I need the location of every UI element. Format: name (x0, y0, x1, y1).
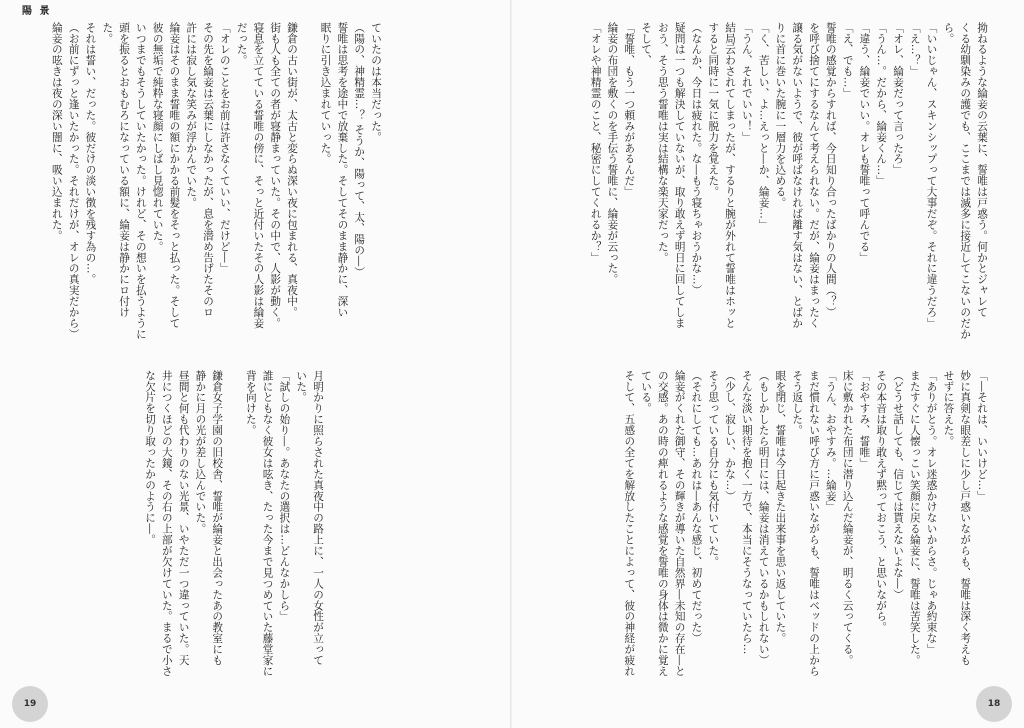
text-line: まだ慣れない呼び方に戸惑いながらも、誓唯はベッドの上から (808, 370, 821, 677)
text-line: 拗ねるような綸妾の云葉に、誓唯は戸惑う。何かとジャレて (976, 22, 988, 318)
text-line: 許には寂し気な笑みが浮かんでいた。 (185, 22, 198, 209)
text-line: 「誓唯、もう一つ頼みがあるんだ」 (623, 22, 636, 198)
text-line: の交感。あの時の痺れるような感覚を誓唯の身体は微かに覚え (656, 370, 669, 677)
text-line: 綸妾がくれた御守、その輝きが導いた自然界―未知の存在―と (673, 370, 686, 677)
text-line: 誓唯の感覚からすれば、今日知り合ったばかりの人間（？） (824, 22, 837, 318)
text-line: 眠りに引き込まれていった。 (319, 22, 332, 165)
text-line: を呼び捨てにするなんて考えられない。だが、綸妾はまったく (808, 22, 821, 329)
running-header: 陽 景 (22, 6, 52, 17)
text-line: 「うん、おやすみ。…綸妾」 (824, 370, 837, 513)
text-line: 「いいじゃん、スキンシップって大事だぞ。それに違うだろ」 (925, 22, 938, 329)
text-line: その本音は取り敢えず黙っておこう、と思いながら。 (875, 370, 888, 633)
text-line: 鎌倉の古い街が、太古と変らぬ深い夜に包まれる、真夜中。 (286, 22, 299, 318)
text-line: 結局云わされてしまったが、するりと腕が外れて誓唯はホッと (724, 22, 737, 329)
right-lower-text-block (606, 370, 990, 696)
text-line: た。 (101, 22, 114, 44)
text-line: 寝息を立てている誓唯の傍に、そっと近付いたその人影は綸妾 (252, 22, 265, 329)
text-line (300, 22, 317, 344)
text-line: （もしかしたら明日には、綸妾は消えているかもしれない） (757, 370, 770, 666)
text-line: そして、 (640, 22, 653, 66)
text-line: そんな淡い期待を抱く一方で、本当にそうなっていたら… (740, 370, 753, 655)
text-line: （それにしても…あれは―あんな感じ、初めてだった） (690, 370, 703, 644)
text-line: またすぐに人懐っこい笑顔に戻る綸妾に、誓唯は苦笑した。 (908, 370, 921, 666)
text-line: 床に敷かれた布団に潜り込んだ綸妾が、明るく云ってくる。 (841, 370, 854, 666)
text-line: 井につくほどの大鏡、その右の上部が欠けていた。まるで小さ (160, 370, 173, 677)
text-line: すると同時に一気に脱力を覚えた。 (707, 22, 720, 198)
text-line: 誓唯は思考を途中で放棄した。そしてそのまま静かに、深い (336, 22, 349, 318)
text-line: その先を綸妾は云葉にしなかったが、息を潜め告げたそのロ (202, 22, 215, 318)
text-line: 「く、苦しい、よ…えっと―か、綸妾…」 (757, 22, 770, 231)
text-line: （なんか、今日は疲れた。な―もう寝ちゃおうかな…） (690, 22, 703, 296)
text-line: いた。 (295, 370, 308, 403)
text-line: 「え、でも…」 (841, 22, 854, 99)
text-line: 昼間と何も代わりのない光景、いやただ一つ違っていた。天 (177, 370, 190, 666)
text-line: せずに答えた。 (942, 370, 955, 447)
left-lower-text-block (126, 370, 326, 696)
text-line: 背を向けた。 (244, 370, 257, 436)
text-line: 「オレや神精霊のこと、秘密にしてくれるか？」 (589, 22, 602, 263)
text-line: そして、五感の全てを解放したことによって、彼の神経が疲れ (623, 370, 636, 677)
text-line: 譲る気がないようで、彼が呼ばなければ離す気はない、とばか (791, 22, 804, 329)
text-line: （少し、寂しい、かな…） (724, 370, 737, 502)
text-line: ら。 (942, 22, 955, 44)
right-upper-text-block (550, 22, 990, 344)
text-line: 彼の無垢で純粋な寝顔にしばし見惚れていた。 (151, 22, 164, 252)
text-line: 「おやすみ、誓唯」 (858, 370, 871, 469)
text-line: 「うん…。だから、綸妾くん…」 (875, 22, 888, 187)
text-line: 疑問は一つも解決していないが、取り敢えず明日に回してしま (673, 22, 686, 329)
text-line: （お前にずっと逢いたかった。それだけが、オレの真実だから） (67, 22, 80, 340)
text-line: ていたのは本当だった。 (370, 22, 382, 143)
text-line: 眼を閉じ、誓唯は今日起きた出来事を思い返していた。 (774, 370, 787, 644)
text-line: ている。 (640, 370, 653, 414)
text-line: いつまでもそうしていたかった。けれど、その想いを払うように (134, 22, 147, 340)
text-line (225, 370, 242, 696)
text-line: 「オレのことをお前は許さなくていい、だけど―」 (218, 22, 231, 274)
page-number-badge: 18 (976, 686, 1012, 722)
text-line: そう返した。 (791, 370, 804, 436)
text-line: 「オレ、綸妾だって言ったろ」 (892, 22, 905, 176)
left-upper-text-block (22, 22, 384, 344)
text-line: だった。 (235, 22, 248, 66)
text-line: りに首に巻いた腕に一層力を込める。 (774, 22, 787, 209)
text-line: 綸妾の呟きは夜の深い闇に、吸い込まれた。 (50, 22, 63, 241)
text-line: 「うん、それでいい！」 (740, 22, 753, 143)
text-line: それは誓い、だった。彼だけの淡い徴を残す為の…。 (84, 22, 97, 285)
right-page (512, 0, 1024, 728)
text-line: （どうせ話しても、信じては貰えないよな―） (892, 370, 905, 600)
text-line: 誰にともなく彼女は呟き、たった今まで見つめていた藤堂家に (261, 370, 274, 677)
text-line: そう思っている自分にも気付いていた。 (707, 370, 720, 568)
text-line: 街も人も全ての者が寝静まっていた。その中で、人影が動く。 (269, 22, 282, 329)
text-line: な欠片を切り取ったかのように―。 (144, 370, 157, 546)
text-line: 頭を振るとおもむろになっている額に、綸妾は静かにロ付け (118, 22, 131, 318)
text-line: 「ありがとう。オレ迷惑かけないからさ。じゃあ約束な」 (925, 370, 938, 655)
text-line: 綸妾の布団を敷くのを手伝う誓唯に、綸妾が云った。 (606, 22, 619, 285)
text-line: 「試しの始り―。あなたの選択は…どんなかしら」 (278, 370, 291, 622)
text-line: 「違う、綸妾でいい。オレも誓唯って呼んでる」 (858, 22, 871, 263)
text-line: （陽の、神精霊…？ そうか、陽って、太、陽の―） (353, 22, 366, 278)
text-line: 妙に真剣な眼差しに少し戸惑いながらも、誓唯は深く考えも (959, 370, 972, 666)
page-number-badge: 19 (12, 686, 48, 722)
text-line: 「―それは、いいけど…」 (976, 370, 988, 502)
text-line: 綸妾はそのまま誓唯の額にかかる前髪をそっと払った。そして (168, 22, 181, 329)
text-line: 「え…？」 (908, 22, 921, 77)
text-line: 鎌倉女子学園の旧校舎、誓唯が綸妾と出会ったあの教室にも (211, 370, 224, 666)
text-line: 月明かりに照らされた真夜中の路上に、一人の女性が立って (312, 370, 324, 666)
text-line: 静かに月の光が差し込んでいた。 (194, 370, 207, 535)
text-line: おう、そう思う誓唯は実は結構な楽天家だった。 (656, 22, 669, 263)
text-line: くる幼馴染みの護でも、ここまでは滅多に接近してこないのだか (959, 22, 972, 340)
